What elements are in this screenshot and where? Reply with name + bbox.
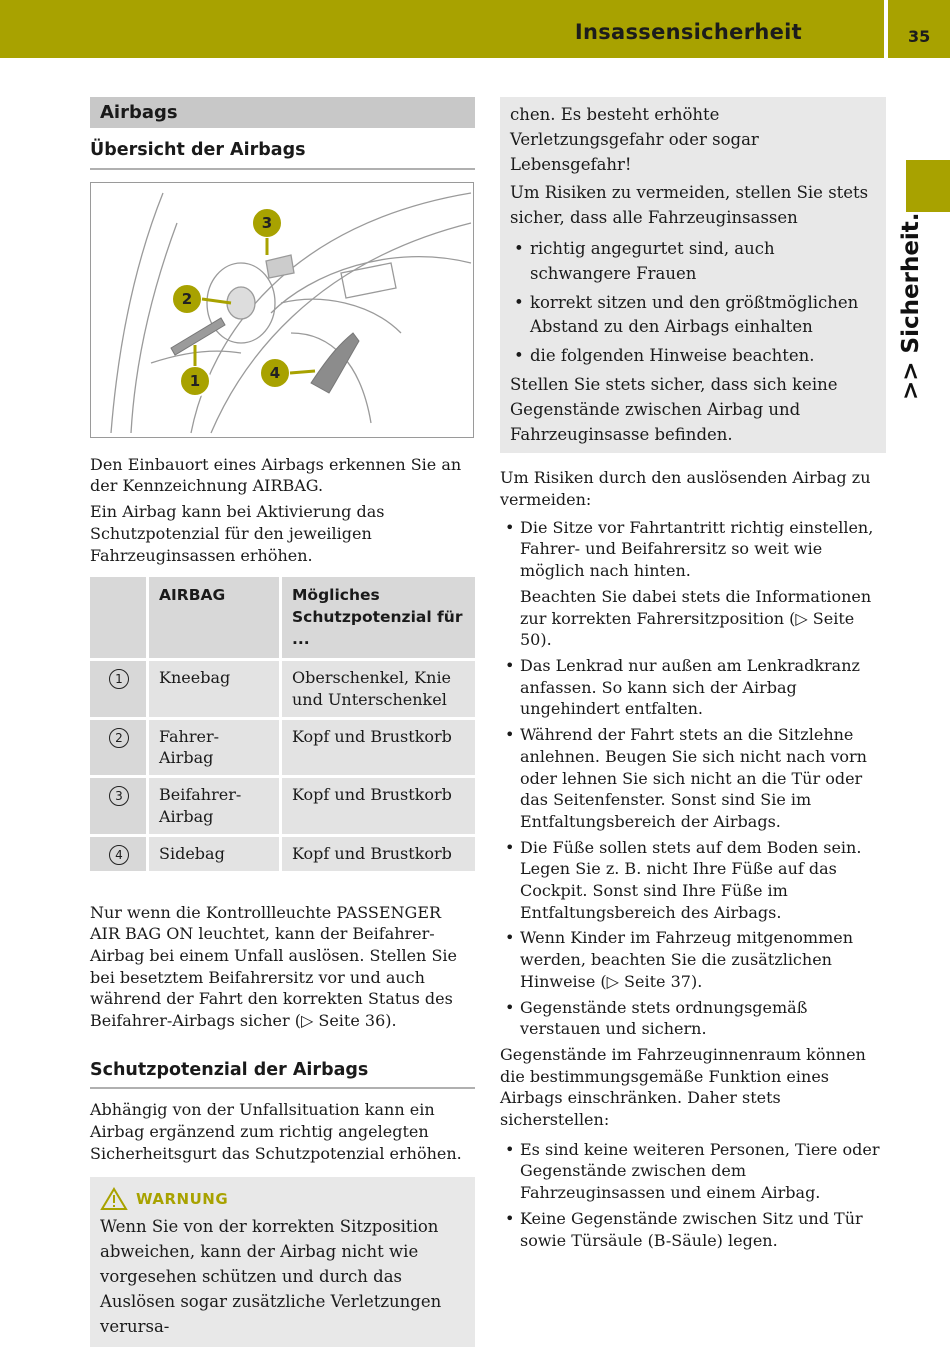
list-item: [500, 517, 886, 651]
table-cell-airbag: Kneebag: [146, 661, 279, 716]
table-row: [90, 661, 475, 716]
table-cell-schutz: Oberschenkel, Knie und Unterschenkel: [279, 661, 475, 716]
paragraph-protection: Ein Airbag kann bei Aktivierung das Schutzpotenzial für den jeweiligen Fahrzeuginsassen erhöhen.: [90, 502, 385, 565]
table-cell-airbag: Beifahrer-Airbag: [146, 778, 279, 833]
callout-4-label: 4: [269, 363, 281, 382]
paragraph-protection-potential: Abhängig von der Unfallsituation kann ein Airbag ergänzend zum richtig angelegten Sicherheitsgurt das Schutzpotenzial erhöhen.: [90, 1100, 462, 1163]
row-number: 1: [109, 669, 129, 689]
table-header-row: [90, 577, 475, 658]
warning-lead-text: Um Risiken zu vermeiden, stellen Sie stets sicher, dass alle Fahrzeuginsassen: [510, 183, 869, 228]
table-cell-schutz: Kopf und Brustkorb: [279, 837, 475, 871]
list-item-note: Beachten Sie dabei stets die Informationen zur korrekten Fahrersitzposition (▷ Seite 50).: [520, 586, 872, 650]
right-column: [500, 97, 886, 1251]
paragraph-risk-lead: Um Risiken durch den auslösenden Airbag zu vermeiden:: [500, 468, 871, 510]
paragraph-interior-objects: Gegenstände im Fahrzeuginnenraum können die bestimmungsgemäße Funktion eines Airbags einschränken. Daher stets sicherstellen:: [500, 1044, 866, 1130]
table-cell-airbag: Fahrer-Airbag: [146, 720, 279, 775]
row-number: 4: [109, 845, 129, 865]
table-row: [90, 778, 475, 833]
header-bar: [0, 0, 884, 58]
table-cell-schutz: Kopf und Brustkorb: [279, 778, 475, 833]
table-cell-airbag: Sidebag: [146, 837, 279, 871]
warning-continuation-text: chen. Es besteht erhöhte Verletzungsgefahr oder sogar Lebensgefahr!: [510, 105, 759, 174]
list-item: • richtig angegurtet sind, auch schwangere Frauen: [510, 237, 876, 287]
warning-outro-text: Stellen Sie stets sicher, dass sich keine Gegenstände zwischen Airbag und Fahrzeuginsasse befinden.: [510, 374, 838, 444]
list-item: • Keine Gegenstände zwischen Sitz und Tür sowie Türsäule (B-Säule) legen.: [500, 1208, 886, 1251]
table-cell-schutz: Kopf und Brustkorb: [279, 720, 475, 775]
list-item: • Das Lenkrad nur außen am Lenkradkranz anfassen. So kann sich der Airbag ungehindert entfalten.: [500, 655, 886, 720]
interior-bullet-list: [500, 1139, 886, 1252]
list-item: • Während der Fahrt stets an die Sitzlehne anlehnen. Beugen Sie sich nicht nach vorn oder lehnen Sie sich nicht an die Tür oder das Seitenfenster. Sonst sind Sie im Entfaltungsbereich der Airbags.: [500, 724, 886, 833]
risk-bullet-list: [500, 517, 886, 1040]
warning-continuation-box: [500, 97, 886, 453]
warning-bullet-list: [510, 237, 876, 369]
left-column: [90, 97, 475, 1347]
page-number-box: [888, 0, 950, 58]
list-item: • die folgenden Hinweise beachten.: [510, 344, 876, 369]
warning-triangle-icon: [100, 1187, 128, 1211]
table-row: [90, 720, 475, 775]
list-item: • Es sind keine weiteren Personen, Tiere oder Gegenstände zwischen dem Fahrzeuginsassen und einem Airbag.: [500, 1139, 886, 1204]
paragraph-passenger-airbag: Nur wenn die Kontrollleuchte PASSENGER AIR BAG ON leuchtet, kann der Beifahrer-Airbag bei einem Unfall auslösen. Stellen Sie bei besetztem Beifahrersitz vor und auch während der Fahrt den korrekten Status des Beifahrer-Airbags sicher (▷ Seite 36).: [90, 902, 457, 1031]
warning-title: WARNUNG: [136, 1189, 229, 1208]
list-item-text: Die Sitze vor Fahrtantritt richtig einstellen, Fahrer- und Beifahrersitz so weit wie möglich nach hinten.: [520, 517, 874, 581]
callout-1-label: 1: [189, 371, 201, 390]
list-item: • korrekt sitzen und den größtmöglichen Abstand zu den Airbags einhalten: [510, 291, 876, 341]
warning-header: [100, 1187, 465, 1212]
side-tab: [906, 160, 950, 212]
airbag-diagram-svg: [91, 183, 473, 437]
page-number: 35: [908, 27, 931, 46]
callout-3-label: 3: [261, 213, 273, 232]
section-title: Airbags: [90, 97, 475, 128]
warning-box: [90, 1177, 475, 1347]
airbag-table: [90, 574, 475, 873]
subhead-protection: Schutzpotenzial der Airbags: [90, 1060, 475, 1090]
table-header-num: [90, 577, 146, 658]
list-item: • Gegenstände stets ordnungsgemäß verstauen und sichern.: [500, 997, 886, 1040]
subhead-overview: Übersicht der Airbags: [90, 140, 475, 170]
kneebag-strip: [171, 318, 225, 355]
table-row: [90, 837, 475, 871]
chapter-title: Insassensicherheit: [574, 20, 802, 44]
table-header-airbag: AIRBAG: [146, 577, 279, 658]
airbag-diagram: [90, 182, 474, 438]
callout-2-label: 2: [181, 289, 193, 308]
warning-text: Wenn Sie von der korrekten Sitzposition abweichen, kann der Airbag nicht wie vorgesehen schützen und durch das Auslösen sogar zusätzliche Verletzungen verursa-: [100, 1216, 442, 1336]
row-number: 2: [109, 728, 129, 748]
list-item: • Wenn Kinder im Fahrzeug mitgenommen werden, beachten Sie die zusätzlichen Hinweise (▷ Seite 37).: [500, 927, 886, 992]
list-item: • Die Füße sollen stets auf dem Boden sein. Legen Sie z. B. nicht Ihre Füße auf das Cockpit. Sonst sind Ihre Füße im Entfaltungsbereich des Airbags.: [500, 837, 886, 924]
side-section-label: >> Sicherheit.: [898, 212, 924, 400]
table-header-schutz: Mögliches Schutzpotenzial für ...: [279, 577, 475, 658]
paragraph-airbag-label: Den Einbauort eines Airbags erkennen Sie an der Kennzeichnung AIRBAG.: [90, 454, 462, 496]
row-number: 3: [109, 786, 129, 806]
